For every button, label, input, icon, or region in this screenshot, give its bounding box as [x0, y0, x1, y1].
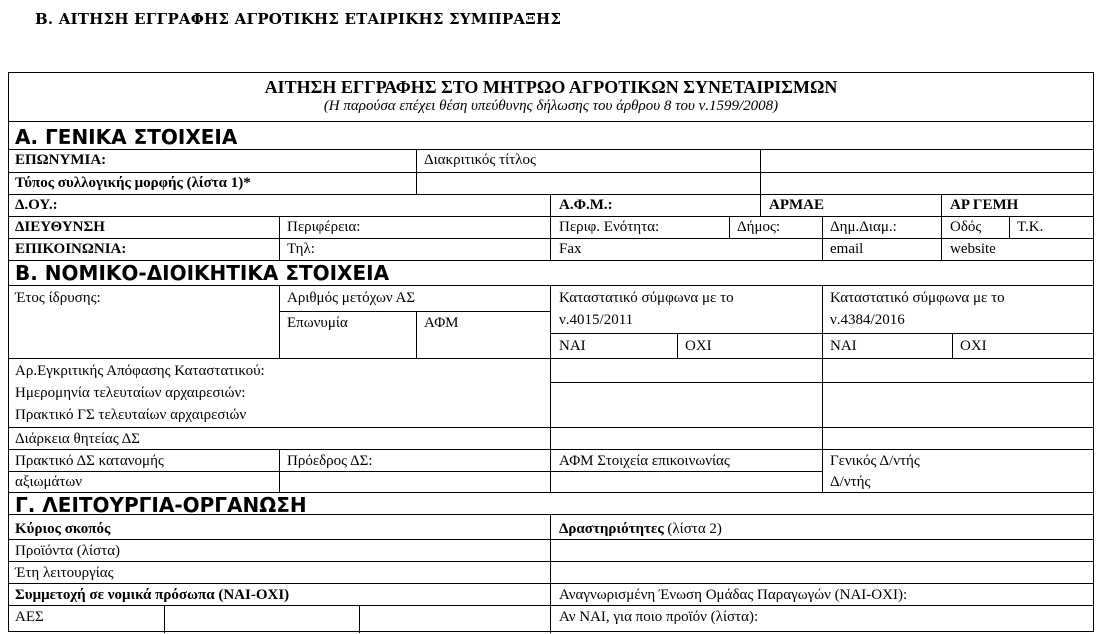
arithmos-label: Αριθμός μετόχων ΑΣ: [287, 290, 416, 306]
page-heading: B. ΑΙΤΗΣΗ ΕΓΓΡΑΦΗΣ ΑΓΡΟΤΙΚΗΣ ΕΤΑΙΡΙΚΗΣ ΣΥΜΠΡΑΞΗΣ: [35, 10, 562, 28]
dntis-label: Δ/ντής: [830, 474, 871, 490]
katastatiko-4015-line1: Καταστατικό σύμφωνα με το: [559, 290, 734, 306]
registration-form: [8, 72, 1094, 632]
oxi-4384: ΟΧΙ: [960, 338, 987, 354]
an-nai-label: Αν ΝΑΙ, για ποιο προϊόν (λίστα):: [559, 609, 759, 625]
metoxoi-afm-label: ΑΦΜ: [424, 315, 459, 331]
form-subtitle: (Η παρούσα επέχει θέση υπεύθυνης δήλωσης του άρθρου 8 του ν.1599/2008): [323, 98, 779, 114]
eti-label: Έτη λειτουργίας: [15, 565, 114, 581]
etos-label: Έτος ίδρυσης:: [15, 290, 101, 306]
perifereia-label: Περιφέρεια:: [287, 219, 361, 235]
section-b-title: Β. ΝΟΜΙΚΟ-ΔΙΟΙΚΗΤΙΚΑ ΣΤΟΙΧΕΙΑ: [15, 261, 390, 285]
nai-4015: ΝΑΙ: [559, 338, 586, 354]
nai-4384: ΝΑΙ: [830, 338, 857, 354]
odos-label: Οδός: [950, 219, 982, 235]
drastiriotites-label: [559, 520, 722, 538]
typos-label: Τύπος συλλογικής μορφής (λίστα 1)*: [15, 175, 251, 191]
katastatiko-4015-line2: ν.4015/2011: [559, 312, 634, 328]
imerominia-label: Ημερομηνία τελευταίων αρχαιρεσιών:: [15, 385, 246, 401]
perif-enotita-label: Περιφ. Ενότητα:: [559, 219, 660, 235]
email-label: email: [830, 241, 864, 257]
website-label: website: [950, 241, 996, 257]
genikos-label: Γενικός Δ/ντής: [830, 453, 920, 469]
epikoinonia-label: ΕΠΙΚΟΙΝΩΝΙΑ:: [15, 241, 127, 257]
proedros-label: Πρόεδρος ΔΣ:: [287, 453, 373, 469]
form-title: ΑΙΤΗΣΗ ΕΓΓΡΑΦΗΣ ΣΤΟ ΜΗΤΡΩΟ ΑΓΡΟΤΙΚΩΝ ΣΥΝΕΤΑΙΡΙΣΜΩΝ: [264, 77, 838, 97]
diakritikos-label: Διακριτικός τίτλος: [424, 152, 536, 168]
symmetoxi-label: Συμμετοχή σε νομικά πρόσωπα (ΝΑΙ-ΟΧΙ): [15, 587, 290, 603]
ar-egkritikis-label: Αρ.Εγκριτικής Απόφασης Καταστατικού:: [15, 363, 265, 379]
eponymia-label: ΕΠΩΝΥΜΙΑ:: [15, 152, 107, 168]
diarkeia-label: Διάρκεια θητείας ΔΣ: [15, 431, 141, 447]
fax-label: Fax: [559, 241, 582, 257]
form-title-box: [9, 73, 1093, 122]
katastatiko-4384-line1: Καταστατικό σύμφωνα με το: [830, 290, 1005, 306]
til-label: Τηλ:: [287, 241, 315, 257]
proionta-label: Προϊόντα (λίστα): [15, 543, 121, 559]
praktiko-gs-label: Πρακτικό ΓΣ τελευταίων αρχαιρεσιών: [15, 407, 247, 423]
tk-label: Τ.Κ.: [1017, 219, 1044, 235]
oxi-4015: ΟΧΙ: [685, 338, 712, 354]
dim-diam-label: Δημ.Διαμ.:: [830, 219, 897, 235]
section-a-title: Α. ΓΕΝΙΚΑ ΣΤΟΙΧΕΙΑ: [15, 125, 238, 149]
aes-label: ΑΕΣ: [15, 609, 44, 625]
anagnorismeni-label: Αναγνωρισμένη Ένωση Ομάδας Παραγωγών (ΝΑΙ-ΟΧΙ):: [559, 587, 908, 603]
drastiriotites-list: (λίστα 2): [667, 521, 722, 537]
afm-label: Α.Φ.Μ.:: [559, 197, 613, 213]
armae-label: ΑΡΜΑΕ: [769, 197, 824, 213]
dimos-label: Δήμος:: [737, 219, 781, 235]
praktiko-ds-line1: Πρακτικό ΔΣ κατανομής: [15, 453, 164, 469]
section-c-title: Γ. ΛΕΙΤΟΥΡΓΙΑ-ΟΡΓΑΝΩΣΗ: [15, 493, 307, 517]
kyrios-label: Κύριος σκοπός: [15, 521, 111, 537]
afm-stoixeia-label: ΑΦΜ Στοιχεία επικοινωνίας: [559, 453, 730, 469]
argemi-label: ΑΡ ΓΕΜΗ: [950, 197, 1019, 213]
praktiko-ds-line2: αξιωμάτων: [15, 474, 83, 490]
metoxoi-eponymia-label: Επωνυμία: [287, 315, 348, 331]
dieythynsi-label: ΔΙΕΥΘΥΝΣΗ: [15, 219, 105, 235]
drastiriotites-bold: Δραστηριότητες: [559, 521, 664, 537]
katastatiko-4384-line2: ν.4384/2016: [830, 312, 905, 328]
doy-label: Δ.ΟΥ.:: [15, 197, 58, 213]
